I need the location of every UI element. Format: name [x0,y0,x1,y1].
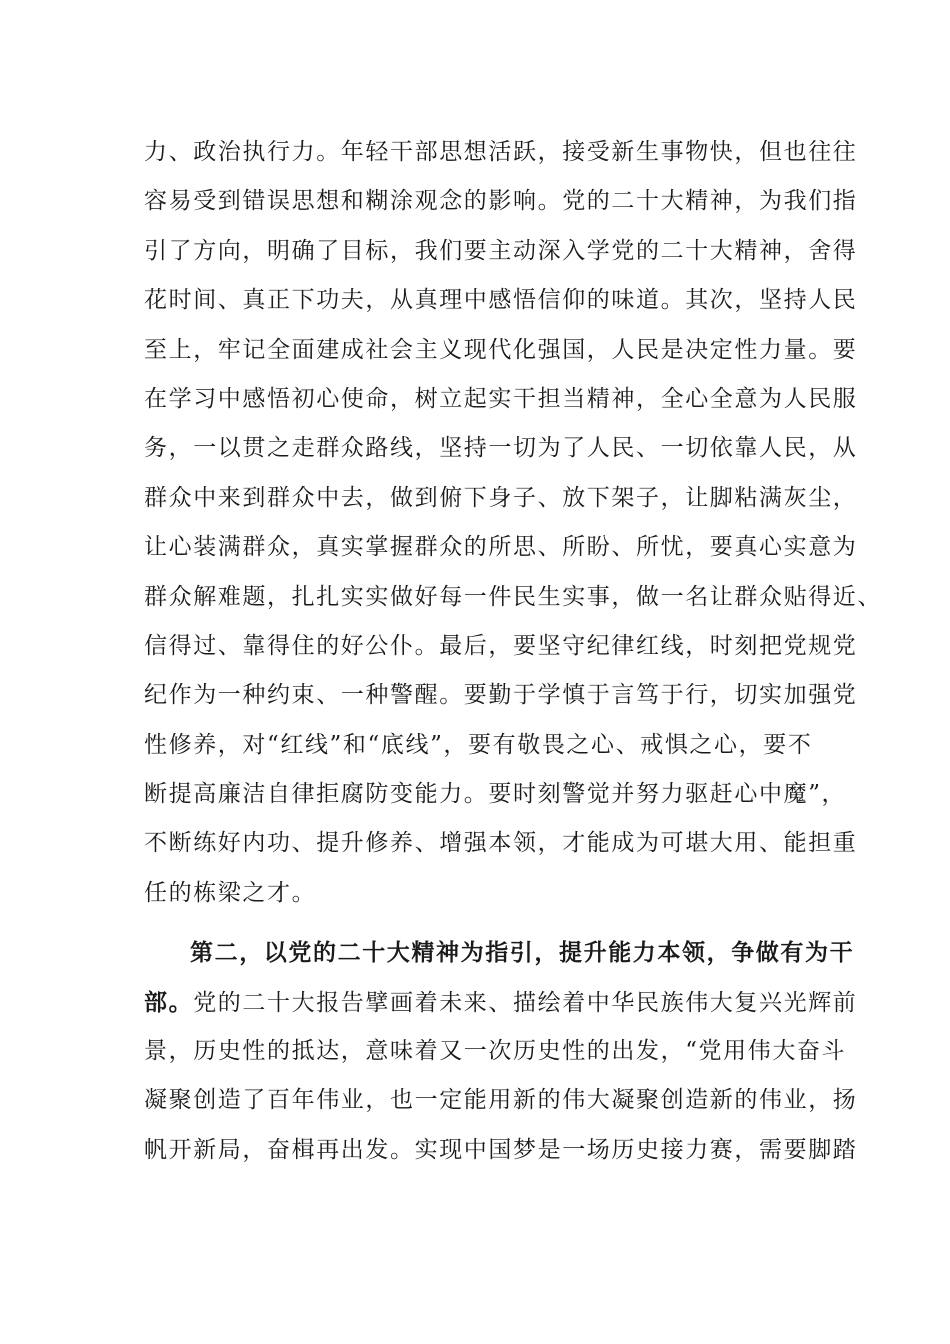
text-line: 在学习中感悟初心使命，树立起实干担当精神，全心全意为人民服 [144,385,858,412]
text-line: 务，一以贯之走群众路线，坚持一切为了人民、一切依靠人民，从 [144,435,858,462]
text-line: 至上，牢记全面建成社会主义现代化强国，人民是决定性力量。要 [144,336,858,363]
text-line: 引了方向，明确了目标，我们要主动深入学党的二十大精神，舍得 [144,237,858,264]
text-line: 任的栋梁之才。 [144,879,317,906]
text-line: 力、政治执行力。年轻干部思想活跃，接受新生事物快，但也往往 [144,139,858,165]
document-body [144,128,882,1175]
paragraph-spacer [144,918,804,928]
text-line: 让心装满群众，真实掌握群众的所思、所盼、所忧，要真心实意为 [144,534,858,561]
text-line: 性修养，对“红线”和“底线”，要有敬畏之心、戒惧之心，要不 [144,731,813,758]
text-line: 纪作为一种约束、一种警醒。要勤于学慎于言笃于行，切实加强党 [144,682,858,709]
section-heading-end: 部。 [144,988,194,1016]
text-line: 帆开新局，奋楫再出发。实现中国梦是一场历史接力赛，需要脚踏 [144,1136,858,1163]
text-line [144,978,858,1027]
text-line: 不断练好内功、提升修养、增强本领，才能成为可堪大用、能担重 [144,830,858,857]
paragraph-2 [144,928,858,1175]
text-line: 断提高廉洁自律拒腐防变能力。要时刻警觉并努力驱赶心中魔”， [144,781,847,808]
section-heading: 第二，以党的二十大精神为指引，提升能力本领，争做有为干 [190,939,855,967]
paragraph-1 [144,128,882,918]
text-line: 凝聚创造了百年伟业，也一定能用新的伟大凝聚创造新的伟业，扬 [144,1087,858,1114]
text-line: 群众解难题，扎扎实实做好每一件民生实事，做一名让群众贴得近、 [144,583,882,610]
text-line: 群众中来到群众中去，做到俯下身子、放下架子，让脚粘满灰尘， [144,484,858,511]
text-fragment: 党的二十大报告擘画着未来、描绘着中华民族伟大复兴光辉前 [193,989,858,1016]
text-line: 容易受到错误思想和糊涂观念的影响。党的二十大精神，为我们指 [144,188,858,215]
text-line: 花时间、真正下功夫，从真理中感悟信仰的味道。其次，坚持人民 [144,287,858,314]
text-line: 景，历史性的抵达，意味着又一次历史性的出发，“党用伟大奋斗 [144,1038,847,1065]
text-line: 信得过、靠得住的好公仆。最后，要坚守纪律红线，时刻把党规党 [144,632,858,659]
